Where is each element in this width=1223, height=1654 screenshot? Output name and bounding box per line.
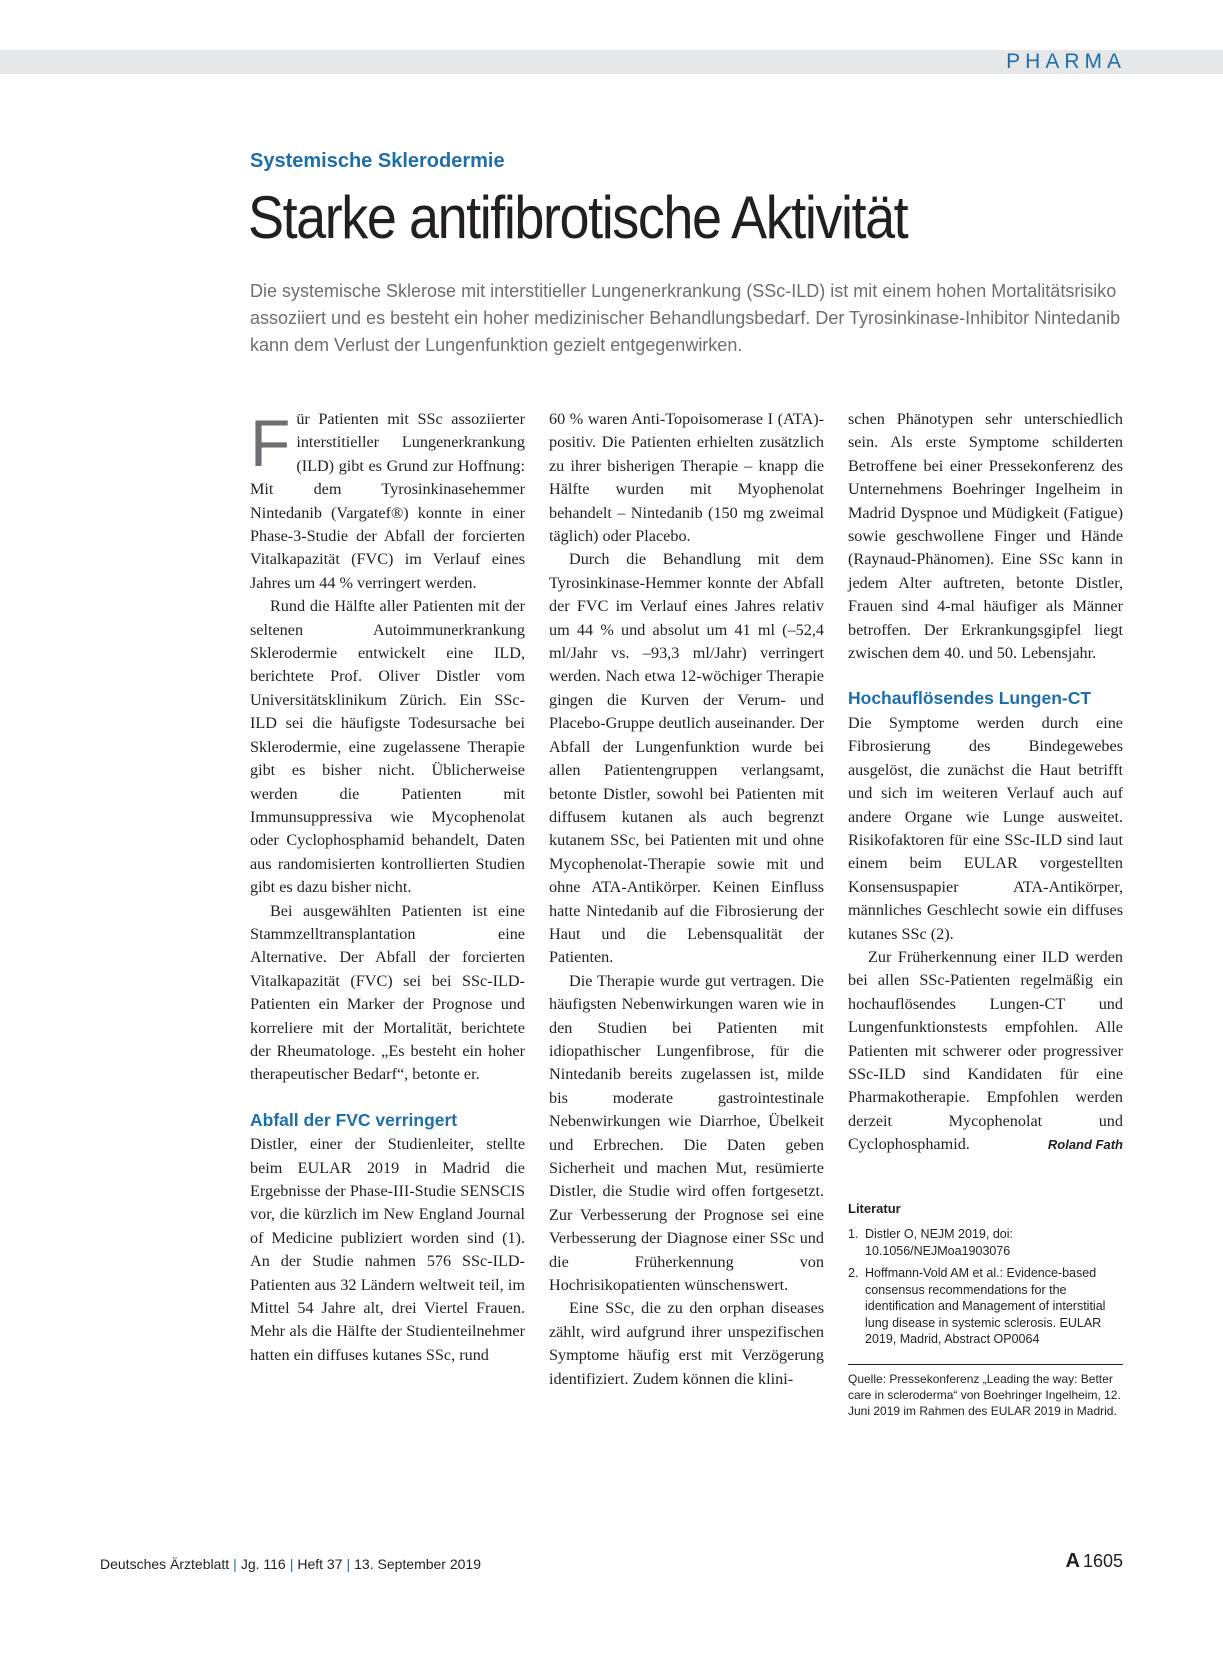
paragraph: Rund die Hälfte aller Patienten mit der seltenen Autoimmunerkrankung Sklerodermie entwickelt eine ILD, berichtete Prof. Oliver Distler vom Universitätsklinikum Zürich. Ein SSc-ILD sei die häufigste Todesursache bei Sklerodermie, eine zugelassene Therapie gibt es bisher nicht. Üblicherweise werden die Patienten mit Immunsuppressiva wie Mycophenolat oder Cyclophosphamid behandelt, Daten aus randomisierten kontrollierten Studien gibt es dazu bisher nicht. [250,597,525,897]
separator: | [289,1556,294,1572]
paragraph: Bei ausgewählten Patienten ist eine Stammzelltransplantation eine Alternative. Der Abfall der forcierten Vitalkapazität (FVC) sei bei SSc-ILD-Patienten ein Marker der Prognose und korreliere mit der Mortalität, berichtete der Rheumatologe. „Es besteht ein hoher therapeutischer Bedarf“, betonte er. [250,901,525,1084]
source-note: Quelle: Pressekonferenz „Leading the way: Better care in scleroderma“ von Boehringer Ingelheim, 12. Juni 2019 im Rahmen des EULAR 2019 in Madrid. [848,1364,1123,1419]
literature-list [848,1226,1123,1348]
column-1 [250,408,525,1367]
journal-name: Deutsches Ärzteblatt [100,1556,230,1572]
author-name: Roland Fath [1047,1137,1123,1153]
column-3 [848,408,1123,1419]
section-heading: Abfall der FVC verringert [250,1109,458,1130]
paragraph: 60 % waren Anti-Topoisomerase I (ATA)-positiv. Die Patienten erhielten zusätzlich zu ihrer bisherigen Therapie – knapp die Hälfte wurden mit Myophenolat behandelt – Nintedanib (150 mg zweimal täglich) oder Placebo. [549,410,824,546]
article-kicker: Systemische Sklerodermie [250,150,505,172]
paragraph: Die Therapie wurde gut vertragen. Die häufigsten Nebenwirkungen waren wie in den Studien bei Patienten mit idiopathischer Lungenfibrose, für die Nintedanib bereits zugelassen ist, milde bis moderate gastrointestinale Nebenwirkungen wie Diarrhoe, Übelkeit und Erbrechen. Die Daten geben Sicherheit und machen Mut, resümierte Distler, die Studie wird offen fortgesetzt. Zur Verbesserung der Prognose sei eine Verbesserung der Diagnose einer SSc und die Früherkennung von Hochrisikopatienten wünschenswert. [549,971,824,1295]
paragraph: Die Symptome werden durch eine Fibrosierung des Bindegewebes ausgelöst, die zunächst die Haut betrifft und sich im weiteren Verlauf auch auf andere Organe wie Lunge ausweitet. Risikofaktoren für eine SSc-ILD sind laut einem beim EULAR vorgestellten Konsensuspapier ATA-Antikörper, männliches Geschlecht sowie ein diffuses kutanes SSc (2). [848,713,1123,943]
article-title: Starke antifibrotische Aktivität [248,184,908,251]
column-2 [549,408,824,1391]
paragraph: Distler, einer der Studienleiter, stellte beim EULAR 2019 in Madrid die Ergebnisse der Phase-III-Studie SENSCIS vor, die kürzlich im New England Journal of Medicine publiziert worden sind (1). An der Studie nahmen 576 SSc-ILD-Patienten aus 32 Ländern weltweit teil, im Mittel 54 Jahre alt, drei Viertel Frauen. Mehr als die Hälfte der Studienteilnehmer hatten ein diffuses kutanes SSc, rund [250,1135,525,1364]
section-heading: Hochauflösendes Lungen-CT [848,688,1092,709]
paragraph: Zur Früherkennung einer ILD werden bei allen SSc-Patienten regelmäßig ein hochauflösendes Lungen-CT und Lungenfunktionstests empfohlen. Alle Patienten mit schwerer oder progressiver SSc-ILD sind Kandidaten für eine Pharmakotherapie. Empfohlen werden derzeit Mycophenolat und Cyclophosphamid. Roland Fath [848,946,1123,1157]
literature-item: 1. Distler O, NEJM 2019, doi: 10.1056/NEJMoa1903076 [848,1227,1013,1258]
volume: Jg. 116 [240,1556,286,1572]
footer [100,1556,481,1572]
paragraph: Eine SSc, die zu den orphan diseases zählt, wird aufgrund ihrer unspezifischen Symptome häufig erst mit Verzögerung identifiziert. Zudem können die klini- [549,1299,824,1388]
literature-heading: Literatur [848,1200,901,1216]
page-number: A 1605 [1065,1550,1123,1572]
literature-item: 2. Hoffmann-Vold AM et al.: Evidence-based consensus recommendations for the identification and Management of interstitial lung disease in systemic sclerosis. EULAR 2019, Madrid, Abstract OP0064 [848,1266,1106,1346]
separator: | [346,1556,351,1572]
paragraph: Durch die Behandlung mit dem Tyrosinkinase-Hemmer konnte der Abfall der FVC im Verlauf eines Jahres relativ um 44 % und absolut um 41 ml (–52,4 ml/Jahr vs. –93,3 ml/Jahr) verringert werden. Nach etwa 12-wöchiger Therapie gingen die Kurven der Verum- und Placebo-Gruppe deutlich auseinander. Der Abfall der Lungenfunktion wurde bei allen Patientengruppen verlangsamt, betonte Distler, sowohl bei Patienten mit diffusem kutanen als auch begrenzt kutanem SSc, bei Patienten mit und ohne Mycophenolat-Therapie sowie mit und ohne ATA-Antikörper. Keinen Einfluss hatte Nintedanib auf die Fibrosierung der Haut und die Lebensqualität der Patienten. [549,550,824,967]
separator: | [233,1556,237,1572]
section-label: PHARMA [1006,50,1126,73]
issue-date: 13. September 2019 [354,1556,481,1572]
paragraph: schen Phänotypen sehr unterschiedlich sein. Als erste Symptome schilderten Betroffene bei einer Pressekonferenz des Unternehmens Boehringer Ingelheim in Madrid Dyspnoe und Müdigkeit (Fatigue) sowie geschwollene Finger und Hände (Raynaud-Phänomen). Eine SSc kann in jedem Alter auftreten, betonte Distler, Frauen sind 4-mal häufiger als Männer betroffen. Der Erkrankungsgipfel liegt zwischen dem 40. und 50. Lebensjahr. [848,410,1123,663]
issue: Heft 37 [297,1556,343,1572]
article-lead: Die systemische Sklerose mit interstitieller Lungenerkrankung (SSc-ILD) ist mit einem hohen Mortalitätsrisiko assoziiert und es besteht ein hoher medizinischer Behandlungsbedarf. Der Tyrosinkinase-Inhibitor Nintedanib kann dem Verlust der Lungenfunktion gezielt entgegenwirken. [250,281,1121,355]
drop-cap: F [250,406,291,480]
paragraph: Für Patienten mit SSc assoziierter interstitieller Lungenerkrankung (ILD) gibt es Grund zur Hoffnung: Mit dem Tyrosinkinasehemmer Nintedanib (Vargatef®) konnte in einer Phase-3-Studie der Abfall der forcierten Vitalkapazität (FVC) im Verlauf eines Jahres um 44 % verringert werden. [250,406,525,592]
